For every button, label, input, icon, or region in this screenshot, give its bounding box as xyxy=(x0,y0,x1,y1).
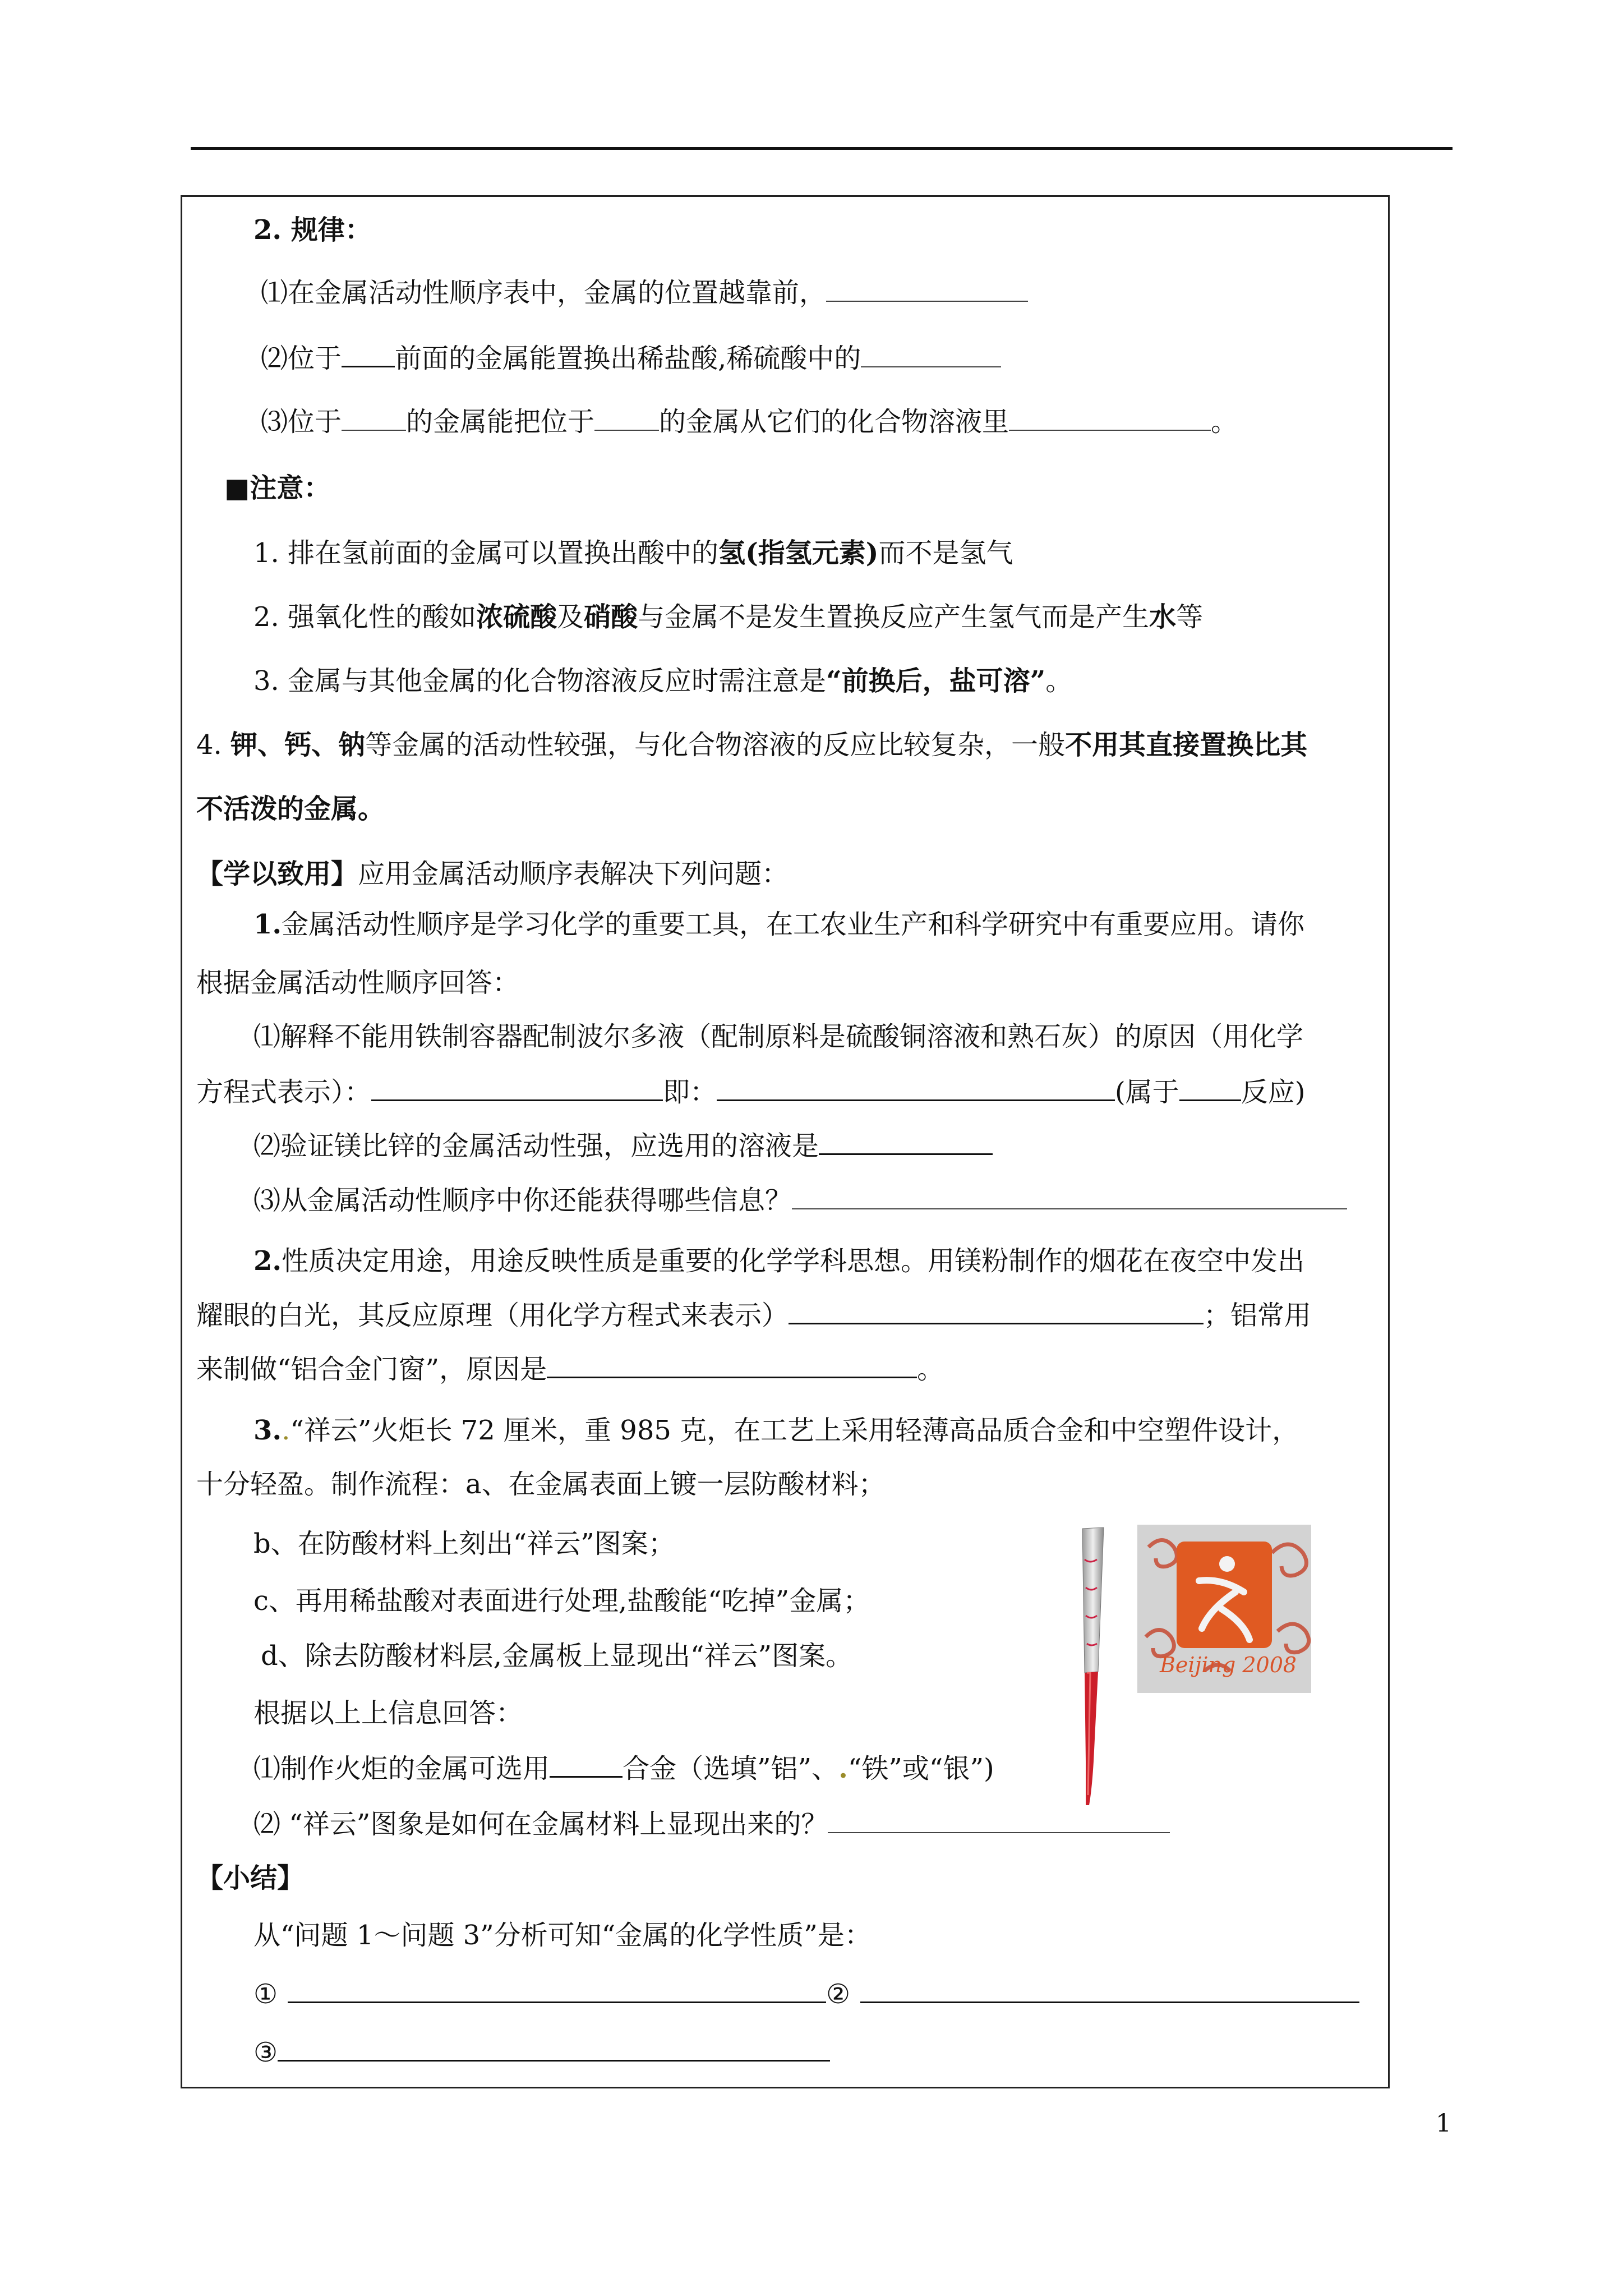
blank[interactable] xyxy=(288,1977,826,2003)
q3-step-d: d、除去防酸材料层,金属板上显现出“祥云”图案。 xyxy=(261,1640,853,1672)
q3-line2: 十分轻盈。制作流程：a、在金属表面上镀一层防酸材料； xyxy=(196,1469,886,1500)
blank[interactable] xyxy=(594,405,659,431)
blank[interactable] xyxy=(826,276,1028,302)
q1-line1: 1.金属活动性顺序是学习化学的重要工具，在工农业生产和科学研究中有重要应用。请你 xyxy=(253,909,1305,940)
blank[interactable] xyxy=(789,1298,1204,1324)
q1-s1-line1: ⑴解释不能用铁制容器配制波尔多液（配制原料是硫酸铜溶液和熟石灰）的原因（用化学 xyxy=(253,1021,1304,1052)
blank[interactable] xyxy=(547,1352,917,1378)
summary-heading: 【小结】 xyxy=(196,1862,305,1894)
blank[interactable] xyxy=(792,1184,1347,1209)
q3-step-c: c、再用稀盐酸对表面进行处理,盐酸能“吃掉”金属； xyxy=(253,1585,870,1617)
note-1: 1. 排在氢前面的金属可以置换出酸中的氢(指氢元素)而不是氢气 xyxy=(253,537,1013,569)
rule-item-3: ⑶位于 的金属能把位于 的金属从它们的化合物溶液里 。 xyxy=(261,406,1238,438)
blank[interactable] xyxy=(1179,1075,1241,1101)
summary-line-3: ③ xyxy=(253,2035,830,2069)
summary-line-1-2: ① ② xyxy=(253,1977,1359,2011)
note-4-cont: 不活泼的金属。 xyxy=(196,793,385,825)
summary-text: 从“问题 1～问题 3”分析可知“金属的化学性质”是： xyxy=(253,1920,872,1951)
notes-heading: ■注意： xyxy=(224,472,331,504)
q1-s1-line2: 方程式表示）： 即： (属于 反应) xyxy=(196,1075,1306,1109)
torch-image xyxy=(1066,1526,1116,1806)
blank[interactable] xyxy=(1009,405,1211,431)
q1-s3: ⑶从金属活动性顺序中你还能获得哪些信息？ xyxy=(253,1184,1347,1217)
q2-line2: 耀眼的白光，其反应原理（用化学方程式来表示） ；铝常用 xyxy=(196,1298,1311,1332)
beijing-2008-photo xyxy=(1137,1525,1311,1693)
q2-line3: 来制做“铝合金门窗”，原因是 。 xyxy=(196,1352,944,1386)
header-rule xyxy=(191,147,1453,150)
blank[interactable] xyxy=(278,2035,830,2062)
rule-item-1: ⑴在金属活动性顺序表中，金属的位置越靠前， xyxy=(261,276,1028,310)
note-3: 3. 金属与其他金属的化合物溶液反应时需注意是“前换后，盐可溶”。 xyxy=(253,665,1073,697)
photo-caption: Beijing 2008 xyxy=(1160,1653,1297,1677)
q3-step-b: b、在防酸材料上刻出“祥云”图案； xyxy=(253,1528,675,1559)
blank[interactable] xyxy=(550,1751,623,1778)
blank[interactable] xyxy=(861,342,1001,367)
note-2: 2. 强氧化性的酸如浓硫酸及硝酸与金属不是发生置换反应产生氢气而是产生水等 xyxy=(253,601,1204,633)
blank[interactable] xyxy=(342,341,395,367)
q2-line1: 2.性质决定用途，用途反映性质是重要的化学学科思想。用镁粉制作的烟花在夜空中发出 xyxy=(253,1245,1305,1277)
q3-s1: ⑴制作火炬的金属可选用 合金（选填”铝”、.“铁”或“银”) xyxy=(253,1751,994,1786)
q3-answer-prompt: 根据以上上信息回答： xyxy=(253,1697,523,1729)
q1-s2: ⑵验证镁比锌的金属活动性强，应选用的溶液是 xyxy=(253,1129,993,1163)
q3-line1: 3..“祥云”火炬长 72 厘米，重 985 克，在工艺上采用轻薄高品质合金和中空塑件设计， xyxy=(253,1415,1299,1446)
rule-item-2: ⑵位于 前面的金属能置换出稀盐酸,稀硫酸中的 xyxy=(261,341,1001,375)
blank[interactable] xyxy=(371,1075,663,1101)
blank[interactable] xyxy=(819,1129,993,1155)
page-number: 1 xyxy=(1436,2109,1451,2138)
blank[interactable] xyxy=(860,1977,1359,2003)
blank[interactable] xyxy=(828,1807,1170,1833)
blank[interactable] xyxy=(717,1075,1115,1101)
q1-line2: 根据金属活动性顺序回答： xyxy=(196,967,520,999)
blank[interactable] xyxy=(342,405,406,431)
note-4: 4. 钾、钙、钠等金属的活动性较强，与化合物溶液的反应比较复杂，一般不用其直接置换比其 xyxy=(196,729,1308,761)
apply-heading: 【学以致用】应用金属活动顺序表解决下列问题： xyxy=(196,858,789,890)
q3-s2: ⑵ “祥云”图象是如何在金属材料上显现出来的？ xyxy=(253,1807,1170,1841)
rule-heading: 2. 规律： xyxy=(253,214,372,246)
